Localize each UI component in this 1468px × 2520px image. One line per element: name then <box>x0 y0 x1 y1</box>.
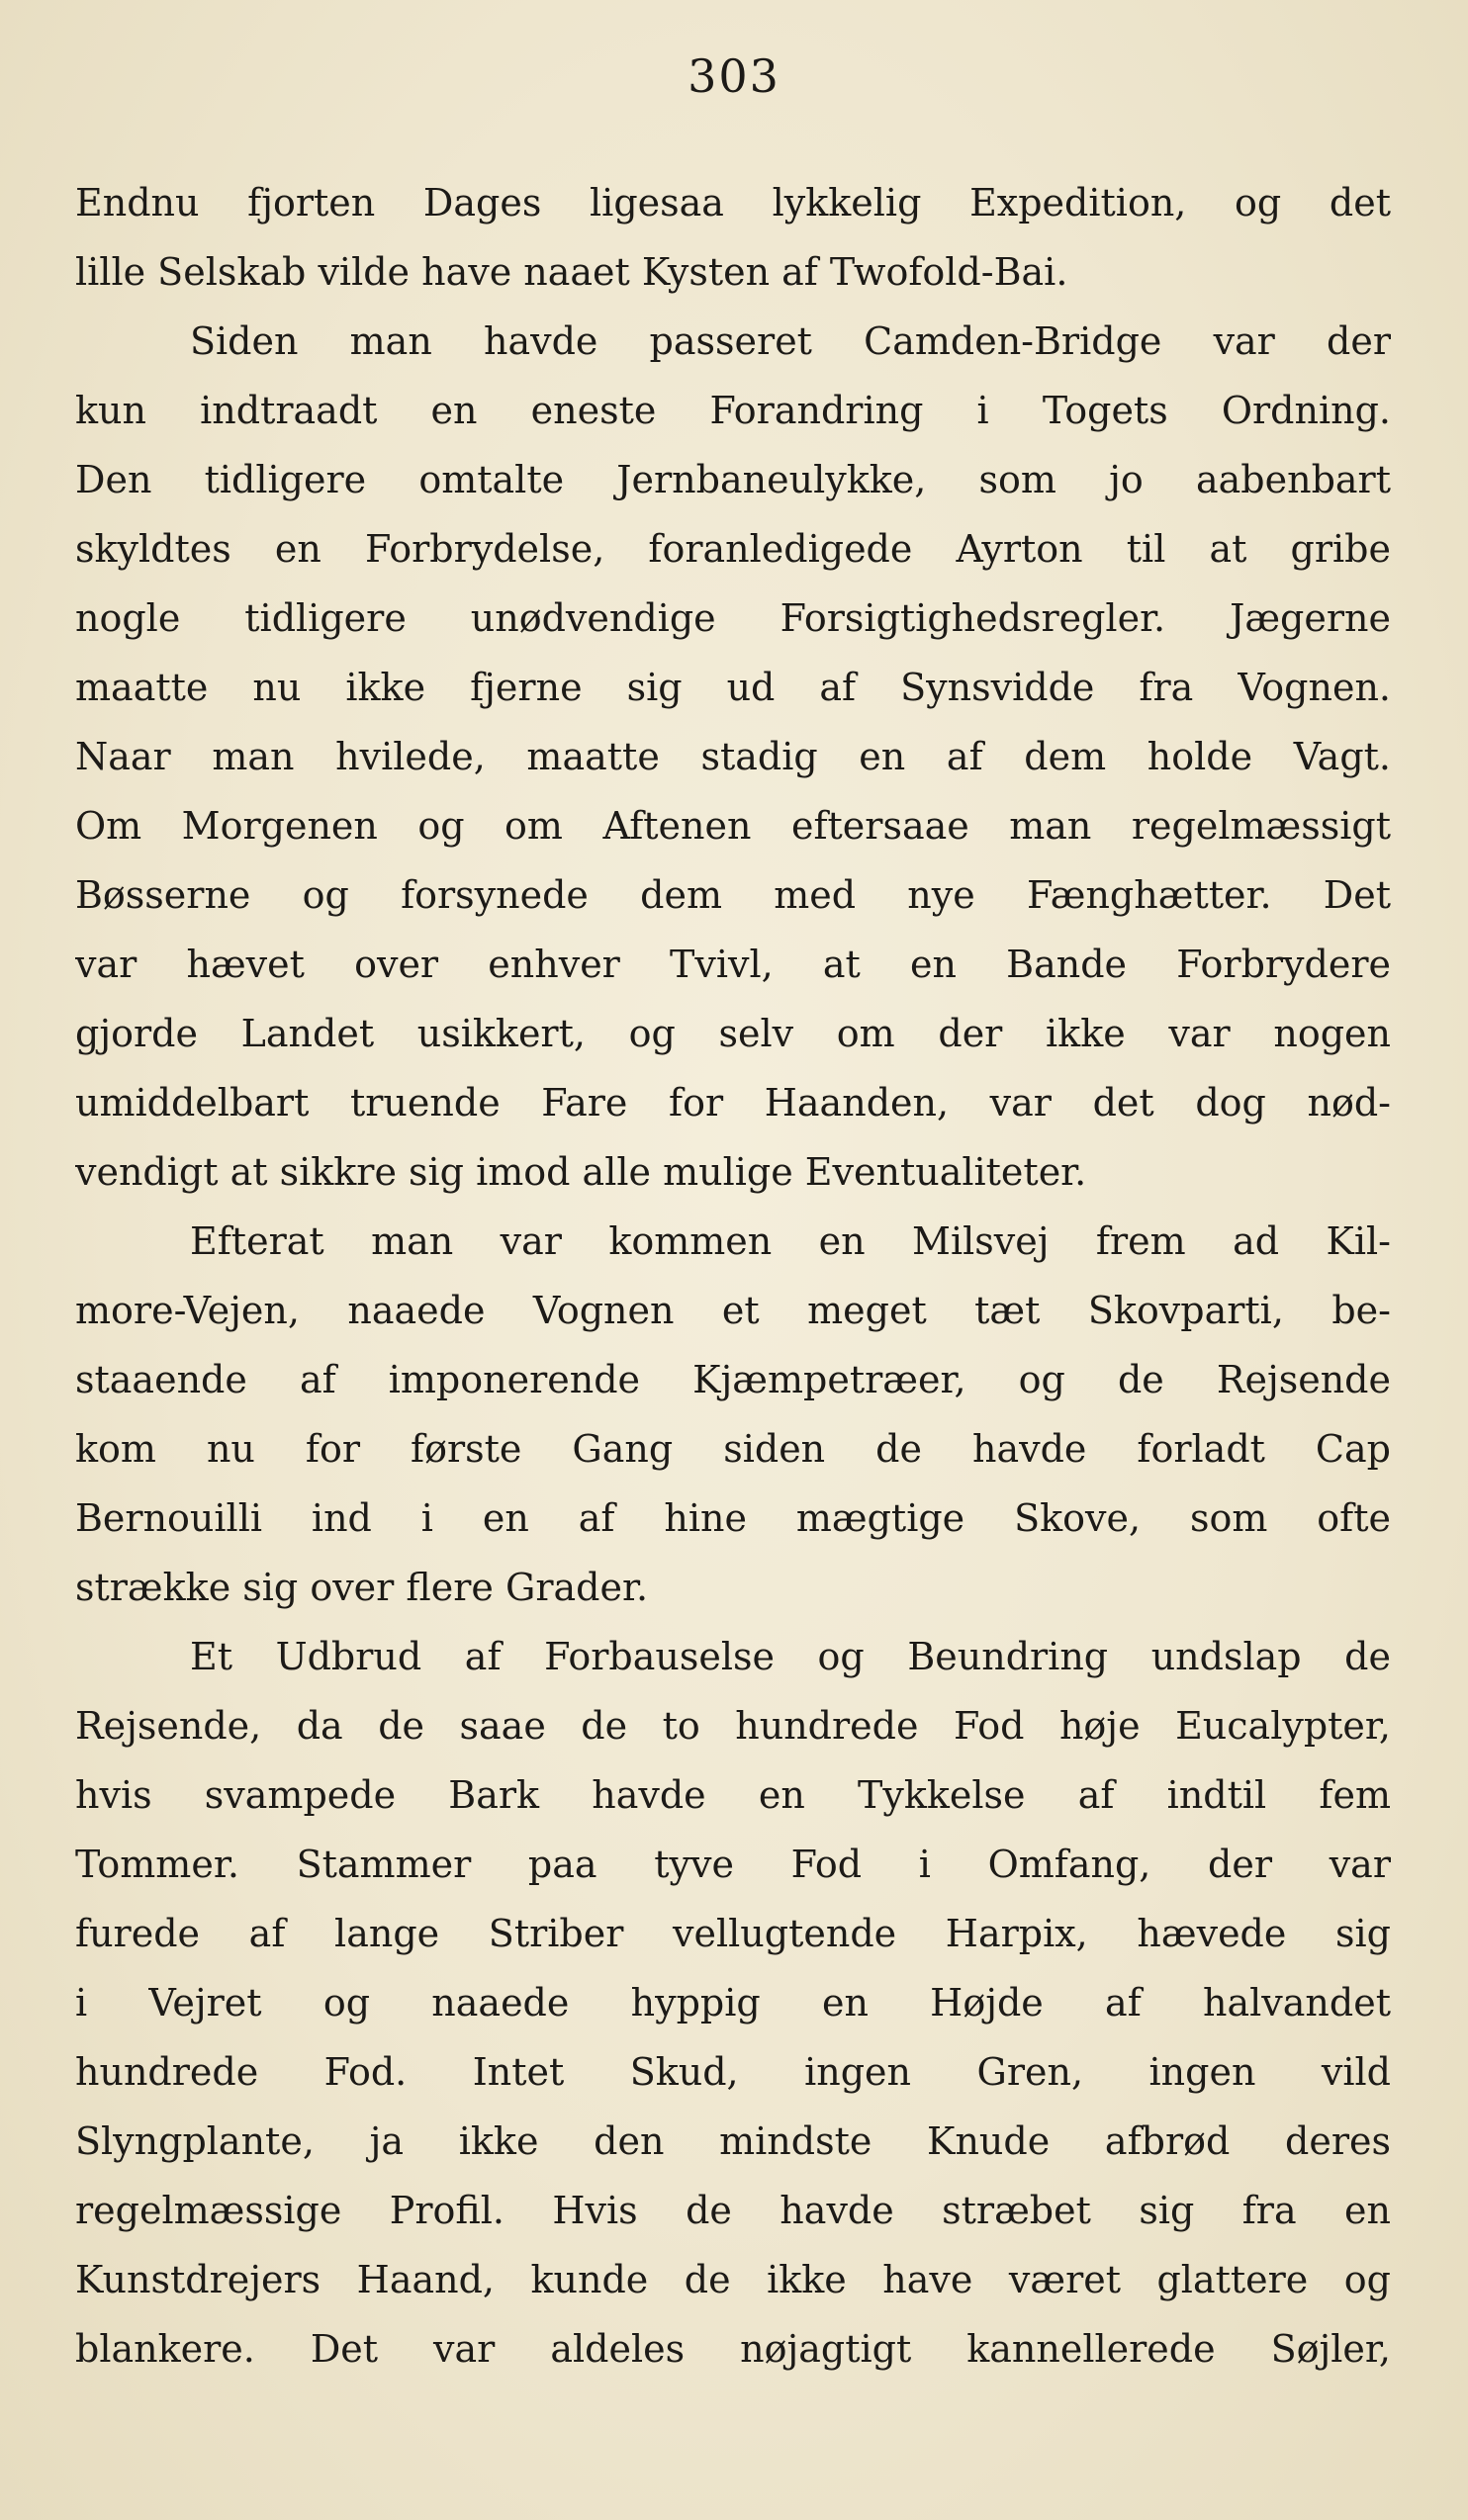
paragraph <box>75 1207 1391 1622</box>
text-line: lille Selskab vilde have naaet Kysten af Twofold-Bai. <box>75 250 1068 294</box>
text-line: Tommer. Stammer paa tyve Fod i Omfang, der var <box>75 1843 1391 1886</box>
paragraph <box>75 307 1391 1207</box>
text-line: staaende af imponerende Kjæmpetræer, og de Rejsende <box>75 1358 1391 1401</box>
text-line: hundrede Fod. Intet Skud, ingen Gren, ingen vild <box>75 2050 1391 2094</box>
text-line: nogle tidligere unødvendige Forsigtighedsregler. Jægerne <box>75 596 1391 640</box>
text-line: hvis svampede Bark havde en Tykkelse af indtil fem <box>75 1773 1391 1817</box>
text-line: Den tidligere omtalte Jernbaneulykke, som jo aabenbart <box>75 458 1391 501</box>
text-line: blankere. Det var aldeles nøjagtigt kannellerede Søjler, <box>75 2327 1391 2371</box>
text-line: Efterat man var kommen en Milsvej frem ad Kil- <box>190 1219 1391 1263</box>
text-line: maatte nu ikke fjerne sig ud af Synsvidde fra Vognen. <box>75 666 1391 709</box>
text-line: furede af lange Striber vellugtende Harpix, hævede sig <box>75 1912 1391 1955</box>
text-line: Slyngplante, ja ikke den mindste Knude afbrød deres <box>75 2119 1391 2163</box>
text-line: umiddelbart truende Fare for Haanden, var det dog nød- <box>75 1081 1391 1125</box>
text-line: Bernouilli ind i en af hine mægtige Skove, som ofte <box>75 1496 1391 1540</box>
body-text <box>75 168 1391 2384</box>
paragraph <box>75 1622 1391 2384</box>
text-line: Om Morgenen og om Aftenen eftersaae man regelmæssigt <box>75 804 1391 848</box>
text-line: kom nu for første Gang siden de havde forladt Cap <box>75 1427 1391 1471</box>
text-line: Bøsserne og forsynede dem med nye Fænghætter. Det <box>75 873 1391 917</box>
text-line: Siden man havde passeret Camden-Bridge var der <box>190 319 1391 363</box>
text-line: skyldtes en Forbrydelse, foranledigede Ayrton til at gribe <box>75 527 1391 571</box>
page-number: 303 <box>688 49 780 103</box>
text-line: kun indtraadt en eneste Forandring i Togets Ordning. <box>75 389 1391 432</box>
text-line: strække sig over flere Grader. <box>75 1566 649 1609</box>
text-line: var hævet over enhver Tvivl, at en Bande Forbrydere <box>75 943 1391 986</box>
text-line: more-Vejen, naaede Vognen et meget tæt Skovparti, be- <box>75 1289 1391 1332</box>
text-line: Kunstdrejers Haand, kunde de ikke have været glattere og <box>75 2258 1391 2301</box>
text-line: vendigt at sikkre sig imod alle mulige Eventualiteter. <box>75 1150 1087 1194</box>
text-line: Et Udbrud af Forbauselse og Beundring undslap de <box>190 1635 1391 1678</box>
text-line: Rejsende, da de saae de to hundrede Fod høje Eucalypter, <box>75 1704 1391 1748</box>
paragraph <box>75 168 1391 307</box>
text-line: gjorde Landet usikkert, og selv om der ikke var nogen <box>75 1012 1391 1055</box>
text-line: Naar man hvilede, maatte stadig en af dem holde Vagt. <box>75 735 1391 778</box>
text-line: i Vejret og naaede hyppig en Højde af halvandet <box>75 1981 1391 2025</box>
text-line: regelmæssige Profil. Hvis de havde stræbet sig fra en <box>75 2189 1391 2232</box>
text-line: Endnu fjorten Dages ligesaa lykkelig Expedition, og det <box>75 181 1391 225</box>
